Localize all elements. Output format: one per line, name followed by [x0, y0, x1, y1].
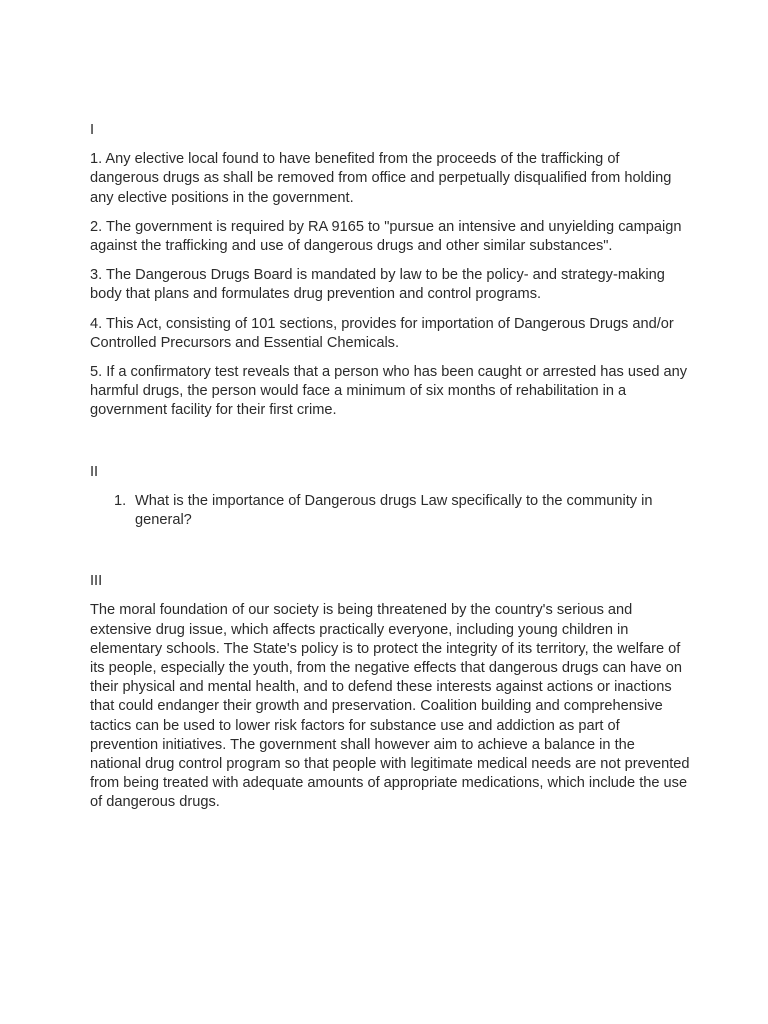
question-text: What is the importance of Dangerous drugs Law specifically to the community in general? [135, 492, 653, 529]
section-1-item-1: 1. Any elective local found to have benefited from the proceeds of the trafficking of dangerous drugs as shall be removed from office and perpetually disqualified from holding any elective positions in the government. [90, 151, 672, 206]
section-1-item-4: 4. This Act, consisting of 101 sections, provides for importation of Dangerous Drugs and/or Controlled Precursors and Essential Chemicals. [90, 315, 674, 351]
section-3-heading: III [90, 573, 103, 590]
section-3 [90, 572, 690, 812]
section-1-item-5: 5. If a confirmatory test reveals that a person who has been caught or arrested has used any harmful drugs, the person would face a minimum of six months of rehabilitation in a government facility for their first crime. [90, 364, 688, 419]
section-1-heading: I [90, 122, 95, 138]
section-1-item-3: 3. The Dangerous Drugs Board is mandated by law to be the policy- and strategy-making body that plans and formulates drug prevention and control programs. [90, 267, 665, 303]
question-number: 1. [114, 492, 127, 509]
document-content [90, 121, 690, 813]
section-2 [90, 463, 690, 531]
section-1-item-list [90, 150, 690, 420]
section-3-body-paragraph: The moral foundation of our society is being threatened by the country's serious and extensive drug issue, which affects practically everyone, including young children in elementary schools. The State's policy is to protect the integrity of its territory, the welfare of its people, especially the youth, from the negative effects that dangerous drugs can have on their physical and mental health, and to defend these interests against actions or inactions that could endanger their growth and preservation. Coalition building and comprehensive tactics can be used to lower risk factors for substance use and addiction as part of prevention initiatives. The government shall however aim to achieve a balance in the national drug control program so that people with legitimate medical needs are not prevented from being treated with adequate amounts of appropriate medications, which include the use of dangerous drugs. [90, 602, 690, 811]
section-1 [90, 121, 690, 421]
section-1-item-2: 2. The government is required by RA 9165 to "pursue an intensive and unyielding campaign against the trafficking and use of dangerous drugs and other similar substances". [90, 218, 682, 255]
section-2-question-list [90, 492, 690, 530]
section-2-question-item [114, 492, 690, 530]
section-2-heading: II [90, 463, 99, 480]
